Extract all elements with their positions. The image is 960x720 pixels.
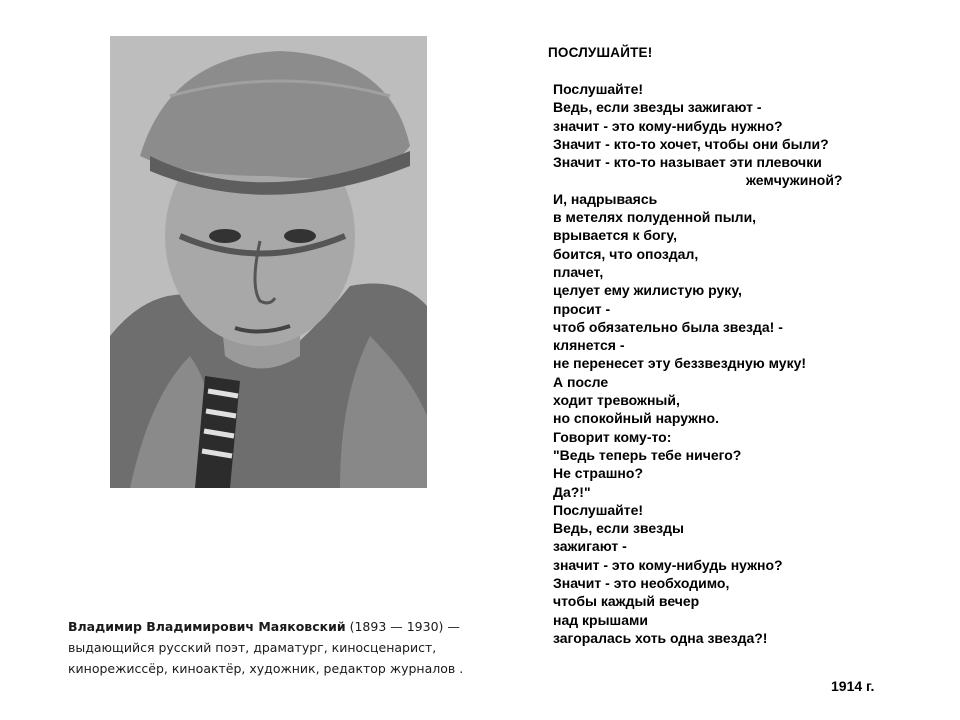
poem-line: целует ему жилистую руку, <box>553 282 742 299</box>
poem-line: А после <box>553 373 609 390</box>
poem-line: Да?!" <box>553 483 591 500</box>
poem-line: "Ведь теперь тебе ничего? <box>553 446 742 463</box>
poem-line: Ведь, если звезды зажигают - <box>553 99 762 116</box>
poem-line: не перенесет эту беззвездную муку! <box>553 355 807 372</box>
poem-title: ПОСЛУШАЙТЕ! <box>548 45 653 60</box>
poem-line: Ведь, если звезды <box>553 520 684 537</box>
poem-line: боится, что опоздал, <box>553 245 699 262</box>
poem-line: загоралась хоть одна звезда?! <box>553 629 768 646</box>
portrait-icon <box>110 36 427 488</box>
poem-line: жемчужиной? <box>746 172 843 189</box>
poem-line: клянется - <box>553 337 625 354</box>
poem-line: Значит - это необходимо, <box>553 575 730 592</box>
poem-line: зажигают - <box>553 538 627 555</box>
poem-line: над крышами <box>553 611 648 628</box>
poem-line: плачет, <box>553 263 604 280</box>
poem-line: Говорит кому-то: <box>553 428 672 445</box>
author-name: Владимир Владимирович Маяковский <box>68 619 346 634</box>
portrait-photo <box>110 36 427 488</box>
poem-line: значит - это кому-нибудь нужно? <box>553 117 783 134</box>
poem-text <box>553 80 913 647</box>
author-years: (1893 — 1930) — <box>345 619 460 634</box>
poem-line: Не страшно? <box>553 465 643 482</box>
poem-year: 1914 г. <box>831 678 875 694</box>
poem-line: значит - это кому-нибудь нужно? <box>553 556 783 573</box>
poem-line: в метелях полуденной пыли, <box>553 209 757 226</box>
poem-line: Послушайте! <box>553 501 644 518</box>
poem-line: Значит - кто-то хочет, чтобы они были? <box>553 135 829 152</box>
biography-caption <box>68 616 488 679</box>
poem-line: но спокойный наружно. <box>553 410 719 427</box>
poem-line: чтоб обязательно была звезда! - <box>553 318 783 335</box>
poem-line: И, надрываясь <box>553 190 658 207</box>
poem-line: ходит тревожный, <box>553 392 680 409</box>
poem-line: врывается к богу, <box>553 227 677 244</box>
poem-line: чтобы каждый вечер <box>553 593 700 610</box>
poem-line: Значит - кто-то называет эти плевочки <box>553 154 822 171</box>
caption-line-3: кинорежиссёр, киноактёр, художник, редактор журналов . <box>68 661 464 676</box>
caption-line-2: выдающийся русский поэт, драматург, киносценарист, <box>68 640 437 655</box>
poem-line: Послушайте! <box>553 81 644 97</box>
poem-line: просит - <box>553 300 611 317</box>
